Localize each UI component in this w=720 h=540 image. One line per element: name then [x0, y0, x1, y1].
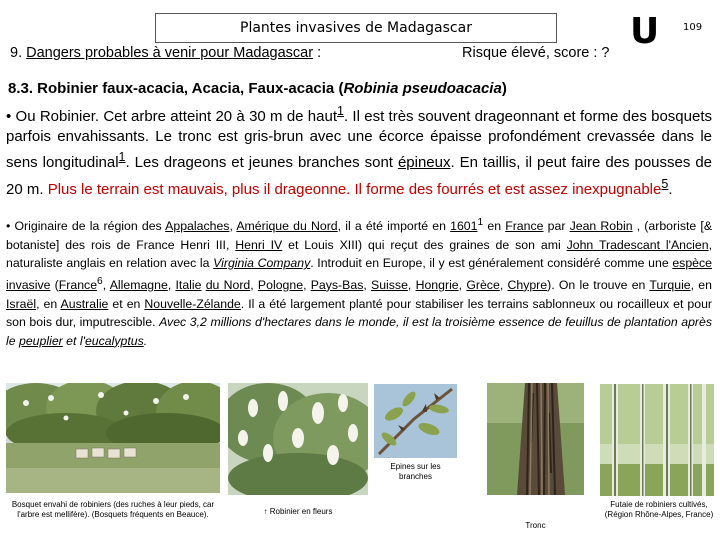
section-letter: U — [630, 11, 660, 52]
link-suisse[interactable]: Suisse — [371, 277, 408, 292]
link-grece[interactable]: Grèce — [466, 277, 500, 292]
link-amerique-du-nord[interactable]: Amérique du Nord — [236, 219, 338, 234]
risk-score: Risque élevé, score : ? — [462, 45, 610, 61]
link-jean-robin[interactable]: Jean Robin — [569, 219, 633, 234]
document-title-box — [155, 13, 557, 43]
reference-link[interactable]: 1 — [337, 104, 344, 118]
link-year[interactable]: 1601 — [450, 219, 478, 234]
caption-futaie: Futaie de robiniers cultivés, (Région Rhône-Alpes, France) — [604, 500, 714, 519]
link-eucalyptus[interactable]: eucalyptus — [84, 333, 144, 348]
document-title: Plantes invasives de Madagascar — [240, 20, 472, 36]
warning-text: Plus le terrain est mauvais, plus il drageonne. Il forme des fourrés et est assez inexpugnable — [47, 180, 662, 198]
photo-futaie — [600, 384, 714, 496]
link-hongrie[interactable]: Hongrie — [415, 277, 459, 292]
photo-bosquet — [6, 383, 220, 493]
species-heading: 8.3. Robinier faux-acacia, Acacia, Faux-acacia (Robinia pseudoacacia) — [8, 80, 507, 97]
origin-paragraph: • Originaire de la région des Appalaches, Amérique du Nord, il a été importé en 1601$^1$ en France par Jean Robin , (arboriste [& botaniste] des rois de France Henri III, Henri IV et Louis XIII) qui reçut des graines de son ami John Tradescant l'Ancien, naturaliste anglais en relation avec la Virginia Company. Introduit en Europe, il y est généralement considéré comme une espèce invasive (France$^6$, Allemagne, Italie du Nord, Pologne, Pays-Bas, Suisse, Hongrie, Grèce, Chypre). On le trouve en Turquie, en Israël, en Australie et en Nouvelle-Zélande. Il a été largement planté pour stabiliser les terrains sablonneux ou rocailleux et pour son bois dur, imputrescible. Avec 3,2 millions d'hectares dans le monde, il est la troisième essence de feuillus de plantation après le peuplier et l'eucalyptus. — [6, 217, 713, 348]
link-israel[interactable]: Israël — [6, 296, 37, 311]
description-paragraph: • Ou Robinier. Cet arbre atteint 20 à 30 m de haut$^1$. Il est très souvent drageonnant et forme des bosquets parfois envahissants. Le tronc est gris-brun avec une écorce épaisse profondément crevassée dans le sens longitudinal$^1$. Les drageons et jeunes branches sont épineux. En taillis, il peut faire des pousses de 20 m. Plus le terrain est mauvais, plus il drageonne. Il forme des fourrés et est assez inexpugnable$^5$. — [6, 104, 713, 198]
link-espece-invasive[interactable]: espèce invasive — [6, 256, 712, 292]
link-pologne[interactable]: Pologne — [257, 277, 304, 292]
caption-tronc: Tronc — [525, 521, 546, 530]
photo-epines — [374, 384, 457, 458]
caption-fleurs: ↑ Robinier en fleurs — [263, 507, 333, 516]
photo-fleurs — [228, 383, 368, 495]
caption-bosquet: Bosquet envahi de robiniers (des ruches à leur pieds, car l'arbre est mellifère). (Bosquets fréquents en Beauce). — [11, 500, 215, 519]
reference-link[interactable]: 1 — [118, 150, 126, 165]
link-pays-bas[interactable]: Pays-Bas — [310, 277, 364, 292]
caption-epines: Epines sur les branches — [390, 462, 441, 481]
link-peuplier[interactable]: peuplier — [19, 333, 63, 348]
link-chypre[interactable]: Chypre — [507, 277, 548, 292]
link-du-nord[interactable]: du Nord — [205, 277, 251, 292]
link-virginia-company[interactable]: Virginia Company — [213, 256, 311, 271]
photo-tronc — [487, 383, 584, 495]
section-heading: 9. Dangers probables à venir pour Madagascar : — [10, 45, 322, 61]
link-allemagne[interactable]: Allemagne — [109, 277, 168, 292]
link-appalaches[interactable]: Appalaches — [165, 219, 230, 234]
link-france-2[interactable]: France — [58, 277, 98, 292]
link-france[interactable]: France — [505, 219, 544, 234]
page-number: 109 — [683, 22, 703, 33]
link-tradescant[interactable]: John Tradescant l'Ancien — [566, 237, 709, 252]
latin-name: Robinia pseudoacacia — [343, 80, 502, 97]
section-label: Dangers probables à venir pour Madagascar — [26, 45, 314, 61]
link-henri-iv[interactable]: Henri IV — [235, 237, 283, 252]
link-italie[interactable]: Italie — [175, 277, 202, 292]
link-epineux[interactable]: épineux — [397, 154, 451, 172]
link-turquie[interactable]: Turquie — [649, 277, 691, 292]
reference-link[interactable]: 5 — [661, 176, 669, 191]
link-nouvelle-zelande[interactable]: Nouvelle-Zélande — [144, 296, 241, 311]
link-australie[interactable]: Australie — [60, 296, 109, 311]
